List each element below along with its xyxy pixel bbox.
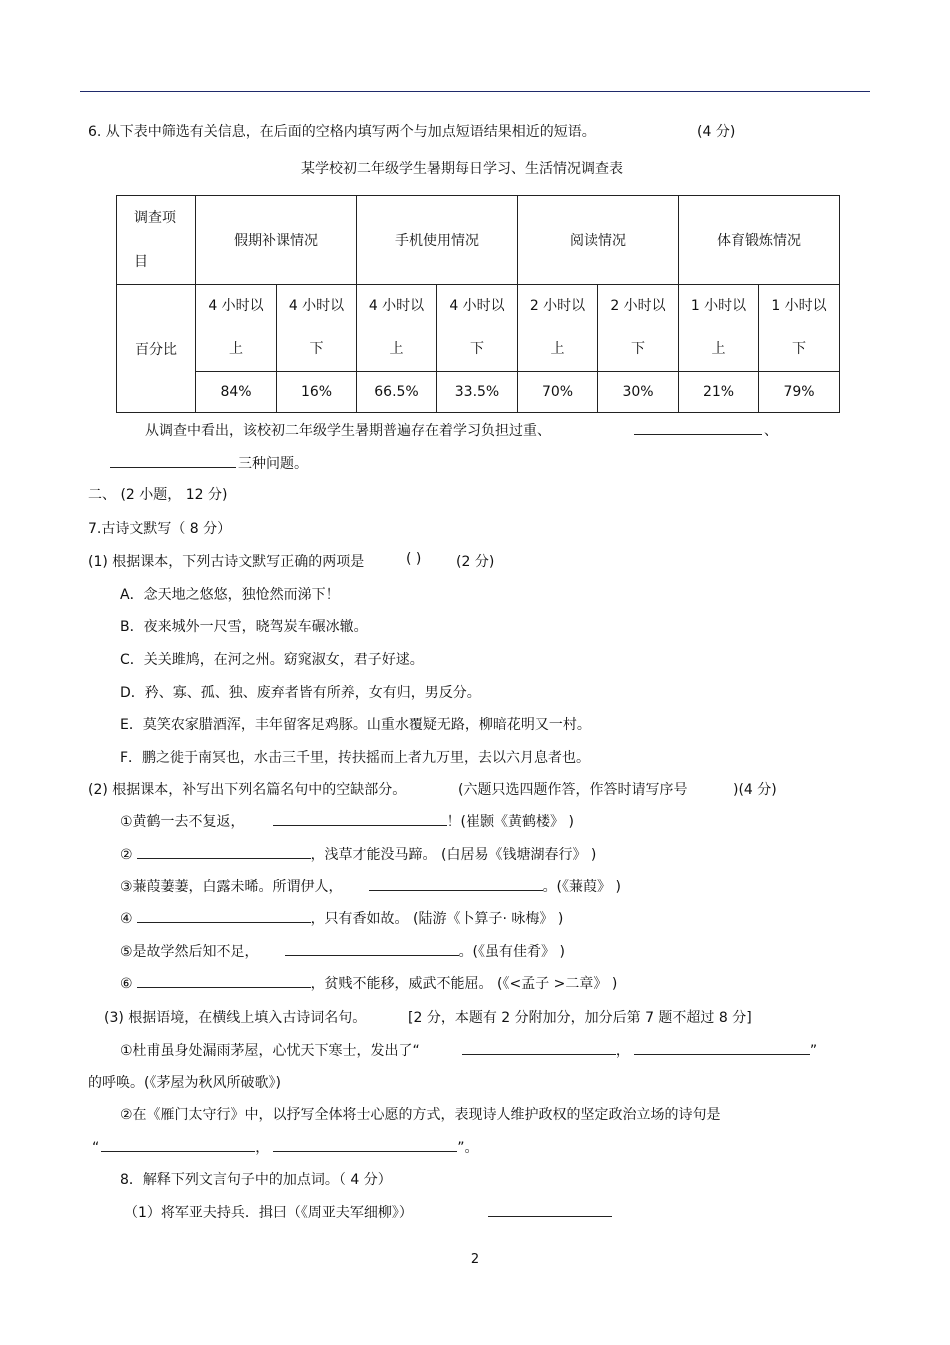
answer-blank[interactable] — [285, 941, 459, 956]
table-title: 某学校初二年级学生暑期每日学习、生活情况调查表 — [301, 161, 623, 177]
q7-heading: 7.古诗文默写（ 8 分） — [88, 521, 232, 537]
option-e: E．莫笑农家腊酒浑，丰年留客足鸡豚。山重水覆疑无路，柳暗花明又一村。 — [120, 717, 591, 733]
sub-header: 1 小时以 下 — [759, 285, 840, 372]
q7-p3-a: ①杜甫虽身处漏雨茅屋，心忧天下寒士，发出了“ ， ” — [120, 1040, 817, 1060]
survey-table — [116, 195, 840, 413]
answer-blank[interactable] — [101, 1137, 255, 1152]
option-f: F．鹏之徙于南冥也，水击三千里，抟扶摇而上者九万里，去以六月息者也。 — [120, 750, 591, 766]
percent-cell: 21% — [679, 372, 759, 413]
sub-header: 4 小时以 下 — [437, 285, 518, 372]
percent-cell: 33.5% — [437, 372, 518, 413]
sub-header: 1 小时以 上 — [679, 285, 759, 372]
row-header-cell — [117, 196, 196, 285]
fill-item: ③蒹葭萋萋，白露未晞。所谓伊人， 。(《蒹葭》 ) — [120, 876, 621, 896]
option-a: A．念天地之悠悠，独怆然而涕下！ — [120, 587, 340, 603]
section-heading: 二、 (2 小题， 12 分) — [88, 487, 228, 503]
header-rule — [80, 91, 870, 92]
sub-header: 4 小时以 上 — [357, 285, 437, 372]
q7-p2-score: )(4 分) — [733, 782, 777, 798]
percent-cell: 16% — [277, 372, 357, 413]
q8-heading: 8．解释下列文言句子中的加点词。（ 4 分） — [120, 1172, 392, 1188]
percent-cell: 66.5% — [357, 372, 437, 413]
option-c: C．关关雎鸠，在河之州。窈窕淑女，君子好逑。 — [120, 652, 424, 668]
q7-p1-prompt: (1) 根据课本，下列古诗文默写正确的两项是 — [88, 554, 365, 570]
fill-item: ①黄鹤一去不复返， ！(崔颢《黄鹤楼》 ) — [120, 811, 574, 831]
q6-prompt: 6. 从下表中筛选有关信息，在后面的空格内填写两个与加点短语结果相近的短语。 — [88, 124, 596, 140]
page-number: 2 — [470, 1252, 480, 1267]
sub-header: 4 小时以 下 — [277, 285, 357, 372]
category-header: 假期补课情况 — [196, 196, 357, 285]
sub-header: 2 小时以 上 — [518, 285, 598, 372]
separator: 、 — [764, 423, 778, 439]
answer-blank[interactable] — [137, 908, 311, 923]
q6-conclusion-end: 三种问题。 — [238, 456, 308, 472]
fill-item: ④ ，只有香如故。 (陆游《卜算子· 咏梅》 ) — [120, 908, 563, 928]
fill-item: ⑥ ，贫贱不能移，威武不能屈。 (《<孟子 >二章》 ) — [120, 973, 617, 993]
answer-blank[interactable] — [462, 1040, 616, 1055]
answer-blank[interactable] — [488, 1202, 612, 1217]
answer-blank[interactable] — [634, 1040, 810, 1055]
sub-header: 4 小时以 上 — [196, 285, 277, 372]
percent-cell: 79% — [759, 372, 840, 413]
row-label: 百分比 — [117, 285, 196, 413]
answer-blank[interactable] — [110, 453, 236, 468]
row-header: 调查项目 — [134, 210, 176, 270]
answer-blank[interactable] — [273, 1137, 457, 1152]
q6-score: (4 分) — [697, 124, 736, 140]
q7-p3-prompt: (3) 根据语境，在横线上填入古诗词名句。 — [104, 1010, 367, 1026]
q7-p2-note: (六题只选四题作答，作答时请写序号 — [458, 782, 688, 798]
q7-p3-score: [2 分，本题有 2 分附加分，加分后第 7 题不超过 8 分] — [408, 1010, 752, 1026]
percent-cell: 84% — [196, 372, 277, 413]
category-header: 体育锻炼情况 — [679, 196, 840, 285]
fill-item: ② ，浅草才能没马蹄。 (白居易《钱塘湖春行》 ) — [120, 844, 596, 864]
q6-conclusion: 从调查中看出，该校初二年级学生暑期普遍存在着学习负担过重、 — [145, 423, 551, 439]
option-b: B．夜来城外一尺雪，晓驾炭车碾冰辙。 — [120, 619, 368, 635]
answer-blank[interactable] — [273, 811, 447, 826]
q7-p2-prompt: (2) 根据课本，补写出下列名篇名句中的空缺部分。 — [88, 782, 407, 798]
percent-cell: 70% — [518, 372, 598, 413]
answer-blank[interactable] — [634, 420, 762, 435]
q7-p3-b-answer: “ ， ”。 — [92, 1137, 479, 1157]
answer-blank[interactable] — [137, 844, 311, 859]
q7-p1-score: (2 分) — [456, 554, 495, 570]
q7-p3-b: ②在《雁门太守行》中，以抒写全体将士心愿的方式，表现诗人维护政权的坚定政治立场的诗句是 — [120, 1107, 721, 1123]
fill-item: ⑤是故学然后知不足， 。(《虽有佳肴》 ) — [120, 941, 565, 961]
category-header: 阅读情况 — [518, 196, 679, 285]
q7-p3-a-cont: 的呼唤。(《茅屋为秋风所破歌》) — [88, 1075, 281, 1091]
category-header: 手机使用情况 — [357, 196, 518, 285]
answer-blank[interactable] — [137, 973, 311, 988]
sub-header: 2 小时以 下 — [598, 285, 679, 372]
percent-cell: 30% — [598, 372, 679, 413]
answer-blank[interactable] — [369, 876, 543, 891]
option-d: D．矜、寡、孤、独、废弃者皆有所养，女有归，男反分。 — [120, 685, 481, 701]
answer-paren[interactable]: ( ) — [406, 551, 422, 567]
q8-item-1: （1）将军亚夫持兵．揖曰（《周亚夫军细柳》） — [124, 1205, 413, 1221]
